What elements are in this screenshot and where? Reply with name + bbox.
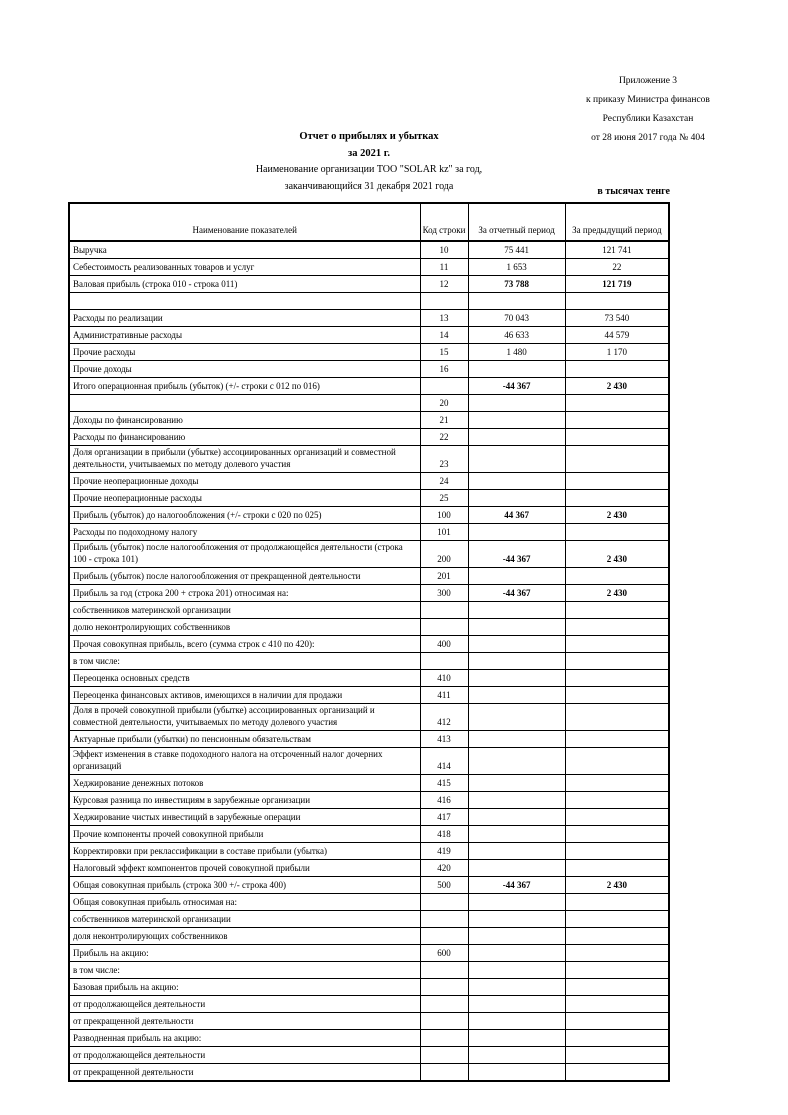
row-name-cell: Прибыль на акцию:: [69, 945, 420, 962]
table-row: [69, 1047, 669, 1064]
row-current-period-cell: 70 043: [468, 310, 565, 327]
row-current-period-cell: [468, 490, 565, 507]
table-row: [69, 310, 669, 327]
row-code-cell: [420, 979, 468, 996]
row-name-cell: Себестоимость реализованных товаров и услуг: [69, 259, 420, 276]
row-current-period-cell: [468, 602, 565, 619]
row-name-cell: Эффект изменения в ставке подоходного налога на отсроченный налог дочерних организаций: [69, 748, 420, 775]
row-current-period-cell: 75 441: [468, 241, 565, 259]
row-code-cell: 100: [420, 507, 468, 524]
row-name-cell: Прочие доходы: [69, 361, 420, 378]
row-code-cell: 410: [420, 670, 468, 687]
row-name-cell: Расходы по финансированию: [69, 429, 420, 446]
row-name-cell: Прочие расходы: [69, 344, 420, 361]
row-name-cell: Выручка: [69, 241, 420, 259]
table-row: [69, 962, 669, 979]
row-previous-period-cell: [565, 687, 669, 704]
row-current-period-cell: [468, 670, 565, 687]
row-previous-period-cell: 22: [565, 259, 669, 276]
row-current-period-cell: [468, 928, 565, 945]
row-previous-period-cell: [565, 809, 669, 826]
row-name-cell: долю неконтролирующих собственников: [69, 619, 420, 636]
organization-period-line: заканчивающийся 31 декабря 2021 года: [284, 180, 454, 192]
row-name-cell: Административные расходы: [69, 327, 420, 344]
row-name-cell: Разводненная прибыль на акцию:: [69, 1030, 420, 1047]
row-previous-period-cell: 73 540: [565, 310, 669, 327]
row-current-period-cell: [468, 395, 565, 412]
row-current-period-cell: 1 480: [468, 344, 565, 361]
row-previous-period-cell: [565, 524, 669, 541]
row-name-cell: Базовая прибыль на акцию:: [69, 979, 420, 996]
row-name-cell: собственников материнской организации: [69, 602, 420, 619]
table-row: [69, 1030, 669, 1047]
row-name-cell: Курсовая разница по инвестициям в зарубежные организации: [69, 792, 420, 809]
table-row: [69, 945, 669, 962]
row-name-cell: Актуарные прибыли (убытки) по пенсионным обязательствам: [69, 731, 420, 748]
row-code-cell: [420, 378, 468, 395]
table-row: [69, 276, 669, 293]
row-name-cell: Прибыль за год (строка 200 + строка 201) относимая на:: [69, 585, 420, 602]
row-code-cell: 419: [420, 843, 468, 860]
row-name-cell: Прочая совокупная прибыль, всего (сумма строк с 410 по 420):: [69, 636, 420, 653]
table-row: [69, 809, 669, 826]
row-code-cell: 411: [420, 687, 468, 704]
row-current-period-cell: [468, 996, 565, 1013]
law-reference-line-2: к приказу Министра финансов: [586, 95, 710, 105]
row-current-period-cell: [468, 792, 565, 809]
row-previous-period-cell: [565, 731, 669, 748]
row-code-cell: [420, 293, 468, 310]
row-current-period-cell: [468, 473, 565, 490]
row-previous-period-cell: [565, 843, 669, 860]
row-code-cell: 101: [420, 524, 468, 541]
row-current-period-cell: [468, 704, 565, 731]
row-previous-period-cell: [565, 945, 669, 962]
row-code-cell: 417: [420, 809, 468, 826]
row-code-cell: [420, 928, 468, 945]
row-code-cell: 13: [420, 310, 468, 327]
row-code-cell: 24: [420, 473, 468, 490]
row-name-cell: Итого операционная прибыль (убыток) (+/- строки с 012 по 016): [69, 378, 420, 395]
table-row: [69, 1013, 669, 1030]
table-row: [69, 775, 669, 792]
row-current-period-cell: [468, 809, 565, 826]
row-current-period-cell: [468, 636, 565, 653]
row-current-period-cell: -44 367: [468, 541, 565, 568]
row-code-cell: 14: [420, 327, 468, 344]
row-code-cell: 21: [420, 412, 468, 429]
table-row: [69, 429, 669, 446]
table-row: [69, 412, 669, 429]
table-row: [69, 687, 669, 704]
row-current-period-cell: 44 367: [468, 507, 565, 524]
row-previous-period-cell: [565, 928, 669, 945]
table-row: [69, 731, 669, 748]
table-row: [69, 327, 669, 344]
table-row: [69, 670, 669, 687]
row-previous-period-cell: 2 430: [565, 378, 669, 395]
row-code-cell: [420, 653, 468, 670]
row-previous-period-cell: 44 579: [565, 327, 669, 344]
row-code-cell: 415: [420, 775, 468, 792]
row-name-cell: [69, 395, 420, 412]
table-row: [69, 507, 669, 524]
row-previous-period-cell: [565, 1064, 669, 1082]
row-previous-period-cell: [565, 911, 669, 928]
row-name-cell: Прочие неоперационные расходы: [69, 490, 420, 507]
row-name-cell: собственников материнской организации: [69, 911, 420, 928]
row-code-cell: [420, 911, 468, 928]
row-current-period-cell: -44 367: [468, 585, 565, 602]
row-code-cell: 400: [420, 636, 468, 653]
row-code-cell: 201: [420, 568, 468, 585]
row-name-cell: Прибыль (убыток) до налогообложения (+/- строки с 020 по 025): [69, 507, 420, 524]
table-row: [69, 395, 669, 412]
row-name-cell: от продолжающейся деятельности: [69, 1047, 420, 1064]
table-row: [69, 860, 669, 877]
row-code-cell: 25: [420, 490, 468, 507]
row-current-period-cell: [468, 412, 565, 429]
row-previous-period-cell: 2 430: [565, 877, 669, 894]
row-previous-period-cell: [565, 361, 669, 378]
law-reference-line-4: от 28 июня 2017 года № 404: [591, 133, 705, 143]
row-name-cell: Прочие компоненты прочей совокупной прибыли: [69, 826, 420, 843]
row-code-cell: 420: [420, 860, 468, 877]
row-name-cell: Расходы по реализации: [69, 310, 420, 327]
row-name-cell: Доходы по финансированию: [69, 412, 420, 429]
column-header-name: Наименование показателей: [69, 203, 420, 241]
row-name-cell: Прибыль (убыток) после налогообложения от прекращенной деятельности: [69, 568, 420, 585]
row-code-cell: [420, 1030, 468, 1047]
table-row: [69, 541, 669, 568]
table-row: [69, 704, 669, 731]
row-code-cell: 11: [420, 259, 468, 276]
row-name-cell: от прекращенной деятельности: [69, 1064, 420, 1082]
row-previous-period-cell: 2 430: [565, 585, 669, 602]
row-current-period-cell: [468, 653, 565, 670]
table-row: [69, 843, 669, 860]
units-label: в тысячах тенге: [597, 186, 670, 197]
row-code-cell: 15: [420, 344, 468, 361]
column-header-previous-period: За предыдущий период: [565, 203, 669, 241]
row-previous-period-cell: [565, 395, 669, 412]
row-name-cell: Расходы по подоходному налогу: [69, 524, 420, 541]
row-name-cell: Прибыль (убыток) после налогообложения от продолжающейся деятельности (строка 100 - строка 101): [69, 541, 420, 568]
row-current-period-cell: [468, 619, 565, 636]
row-previous-period-cell: [565, 412, 669, 429]
row-current-period-cell: 73 788: [468, 276, 565, 293]
table-row: [69, 748, 669, 775]
table-row: [69, 524, 669, 541]
row-code-cell: 500: [420, 877, 468, 894]
row-name-cell: [69, 293, 420, 310]
row-code-cell: 414: [420, 748, 468, 775]
row-current-period-cell: [468, 429, 565, 446]
row-previous-period-cell: [565, 670, 669, 687]
row-name-cell: Прочие неоперационные доходы: [69, 473, 420, 490]
row-code-cell: [420, 602, 468, 619]
row-current-period-cell: [468, 945, 565, 962]
row-previous-period-cell: [565, 293, 669, 310]
row-name-cell: Переоценка основных средств: [69, 670, 420, 687]
row-previous-period-cell: 121 741: [565, 241, 669, 259]
row-current-period-cell: [468, 361, 565, 378]
row-previous-period-cell: [565, 748, 669, 775]
row-current-period-cell: 46 633: [468, 327, 565, 344]
row-previous-period-cell: 2 430: [565, 541, 669, 568]
row-code-cell: 20: [420, 395, 468, 412]
column-header-code: Код строки: [420, 203, 468, 241]
table-row: [69, 1064, 669, 1082]
row-name-cell: Общая совокупная прибыль (строка 300 +/- строка 400): [69, 877, 420, 894]
row-current-period-cell: 1 653: [468, 259, 565, 276]
row-previous-period-cell: [565, 775, 669, 792]
row-code-cell: 23: [420, 446, 468, 473]
table-row: [69, 446, 669, 473]
row-name-cell: Налоговый эффект компонентов прочей совокупной прибыли: [69, 860, 420, 877]
table-row: [69, 568, 669, 585]
row-previous-period-cell: [565, 653, 669, 670]
row-current-period-cell: [468, 293, 565, 310]
table-row: [69, 826, 669, 843]
row-code-cell: [420, 996, 468, 1013]
table-row: [69, 928, 669, 945]
row-current-period-cell: [468, 1030, 565, 1047]
row-previous-period-cell: [565, 860, 669, 877]
row-code-cell: 12: [420, 276, 468, 293]
row-code-cell: 22: [420, 429, 468, 446]
row-previous-period-cell: [565, 979, 669, 996]
row-current-period-cell: [468, 1064, 565, 1082]
row-code-cell: 10: [420, 241, 468, 259]
table-row: [69, 259, 669, 276]
organization-name-line: Наименование организации ТОО "SOLAR kz" за год,: [255, 164, 483, 175]
row-name-cell: от прекращенной деятельности: [69, 1013, 420, 1030]
table-row: [69, 344, 669, 361]
table-row: [69, 653, 669, 670]
table-row: [69, 378, 669, 395]
row-name-cell: Хеджирование денежных потоков: [69, 775, 420, 792]
row-code-cell: [420, 619, 468, 636]
row-current-period-cell: -44 367: [468, 877, 565, 894]
row-previous-period-cell: [565, 1047, 669, 1064]
row-code-cell: 413: [420, 731, 468, 748]
row-current-period-cell: -44 367: [468, 378, 565, 395]
row-previous-period-cell: [565, 619, 669, 636]
row-code-cell: 200: [420, 541, 468, 568]
row-previous-period-cell: [565, 826, 669, 843]
row-current-period-cell: [468, 775, 565, 792]
law-reference-line-1: Приложение 3: [618, 76, 678, 86]
row-name-cell: Валовая прибыль (строка 010 - строка 011): [69, 276, 420, 293]
row-code-cell: [420, 1013, 468, 1030]
table-row: [69, 473, 669, 490]
row-name-cell: Хеджирование чистых инвестиций в зарубежные операции: [69, 809, 420, 826]
table-row: [69, 619, 669, 636]
row-current-period-cell: [468, 911, 565, 928]
row-current-period-cell: [468, 748, 565, 775]
row-code-cell: 416: [420, 792, 468, 809]
row-current-period-cell: [468, 826, 565, 843]
row-current-period-cell: [468, 568, 565, 585]
row-code-cell: 16: [420, 361, 468, 378]
table-header-row: [69, 203, 669, 241]
row-code-cell: 600: [420, 945, 468, 962]
row-previous-period-cell: [565, 490, 669, 507]
row-name-cell: в том числе:: [69, 962, 420, 979]
row-previous-period-cell: [565, 1030, 669, 1047]
report-title: Отчет о прибылях и убытках: [299, 131, 439, 142]
row-previous-period-cell: [565, 568, 669, 585]
row-current-period-cell: [468, 843, 565, 860]
row-current-period-cell: [468, 1013, 565, 1030]
row-current-period-cell: [468, 446, 565, 473]
row-previous-period-cell: [565, 996, 669, 1013]
row-previous-period-cell: [565, 792, 669, 809]
table-row: [69, 894, 669, 911]
row-code-cell: [420, 1047, 468, 1064]
table-row: [69, 241, 669, 259]
row-name-cell: доля неконтролирующих собственников: [69, 928, 420, 945]
column-header-current-period: За отчетный период: [468, 203, 565, 241]
table-row: [69, 911, 669, 928]
row-previous-period-cell: [565, 429, 669, 446]
row-name-cell: Доля организации в прибыли (убытке) ассоциированных организаций и совместной деятельности, учитываемых по методу долевого участия: [69, 446, 420, 473]
row-current-period-cell: [468, 1047, 565, 1064]
row-current-period-cell: [468, 860, 565, 877]
row-code-cell: 418: [420, 826, 468, 843]
table-row: [69, 996, 669, 1013]
row-previous-period-cell: [565, 962, 669, 979]
table-row: [69, 490, 669, 507]
row-current-period-cell: [468, 687, 565, 704]
row-name-cell: Корректировки при реклассификации в составе прибыли (убытка): [69, 843, 420, 860]
row-name-cell: от продолжающейся деятельности: [69, 996, 420, 1013]
table-row: [69, 792, 669, 809]
profit-loss-table: [68, 202, 670, 1082]
row-previous-period-cell: [565, 473, 669, 490]
row-name-cell: Переоценка финансовых активов, имеющихся в наличии для продажи: [69, 687, 420, 704]
row-previous-period-cell: 1 170: [565, 344, 669, 361]
row-previous-period-cell: [565, 1013, 669, 1030]
row-previous-period-cell: [565, 704, 669, 731]
row-code-cell: 300: [420, 585, 468, 602]
row-previous-period-cell: [565, 446, 669, 473]
row-previous-period-cell: [565, 602, 669, 619]
row-name-cell: в том числе:: [69, 653, 420, 670]
row-current-period-cell: [468, 731, 565, 748]
row-code-cell: 412: [420, 704, 468, 731]
table-row: [69, 293, 669, 310]
table-row: [69, 877, 669, 894]
row-current-period-cell: [468, 979, 565, 996]
row-name-cell: Общая совокупная прибыль относимая на:: [69, 894, 420, 911]
table-row: [69, 585, 669, 602]
row-previous-period-cell: 2 430: [565, 507, 669, 524]
row-code-cell: [420, 894, 468, 911]
row-code-cell: [420, 962, 468, 979]
row-previous-period-cell: [565, 636, 669, 653]
law-reference-line-3: Республики Казахстан: [602, 114, 694, 124]
table-row: [69, 361, 669, 378]
row-previous-period-cell: [565, 894, 669, 911]
row-current-period-cell: [468, 524, 565, 541]
table-row: [69, 636, 669, 653]
row-current-period-cell: [468, 894, 565, 911]
row-previous-period-cell: 121 719: [565, 276, 669, 293]
report-period: за 2021 г.: [348, 147, 390, 159]
row-current-period-cell: [468, 962, 565, 979]
row-code-cell: [420, 1064, 468, 1082]
table-row: [69, 979, 669, 996]
table-row: [69, 602, 669, 619]
row-name-cell: Доля в прочей совокупной прибыли (убытке) ассоциированных организаций и совместной деятельности, учитываемых по методу долевого участия: [69, 704, 420, 731]
